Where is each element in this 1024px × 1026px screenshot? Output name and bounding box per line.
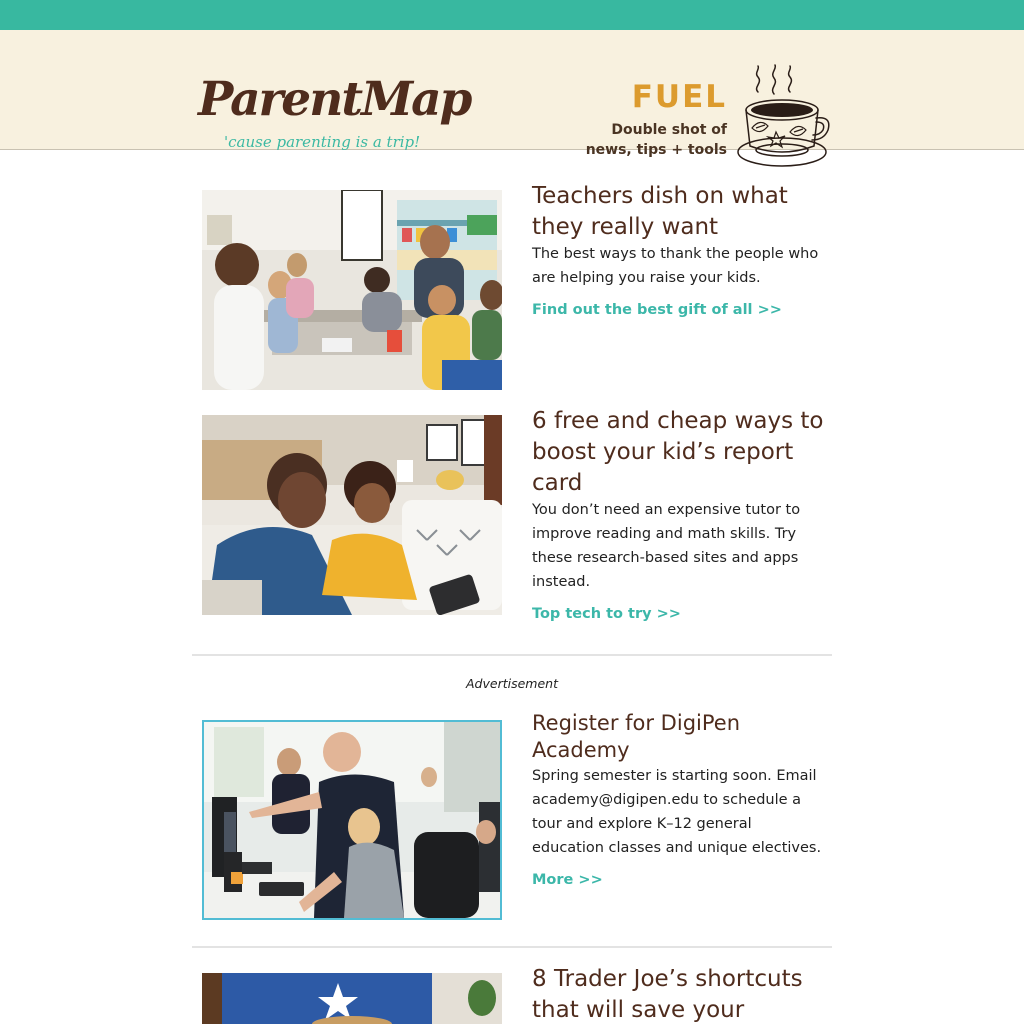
section-divider — [192, 946, 832, 948]
section-divider — [192, 654, 832, 656]
article-3-link[interactable]: More >> — [532, 872, 603, 888]
article-1-link[interactable]: Find out the best gift of all >> — [532, 302, 782, 318]
logo-tagline: 'cause parenting is a trip! — [224, 133, 421, 151]
article-1-image[interactable] — [202, 190, 502, 390]
article-4-headline[interactable]: 8 Trader Joe’s shortcuts that will save your — [532, 966, 803, 1023]
article-2-headline[interactable]: 6 free and cheap ways to boost your kid’s report card — [532, 408, 824, 496]
parentmap-logo[interactable]: ParentMap — [198, 72, 471, 127]
article-1-summary: The best ways to thank the people who are helping you raise your kids. — [532, 246, 819, 286]
fuel-newsletter-subtitle — [570, 120, 727, 160]
article-3-summary: Spring semester is starting soon. Email academy@digipen.edu to schedule a tour and explore K–12 general education classes and unique electives. — [532, 768, 822, 856]
fuel-subtitle-line-2: news, tips + tools — [585, 142, 727, 158]
article-2-link[interactable]: Top tech to try >> — [532, 606, 681, 622]
article-2-summary: You don’t need an expensive tutor to improve reading and math skills. Try these research-based sites and apps instead. — [532, 502, 801, 590]
article-1-headline[interactable]: Teachers dish on what they really want — [532, 183, 788, 240]
article-4-image[interactable] — [202, 973, 502, 1024]
article-3-image[interactable] — [202, 720, 502, 920]
article-3-headline[interactable]: Register for DigiPen Academy — [532, 711, 741, 762]
coffee-cup-icon — [734, 64, 830, 172]
article-2-image[interactable] — [202, 415, 502, 615]
top-color-bar — [0, 0, 1024, 30]
fuel-newsletter-title: FUEL — [631, 79, 727, 115]
advertisement-label: Advertisement — [466, 676, 558, 691]
fuel-subtitle-line-1: Double shot of — [611, 122, 727, 138]
email-header — [0, 30, 1024, 158]
